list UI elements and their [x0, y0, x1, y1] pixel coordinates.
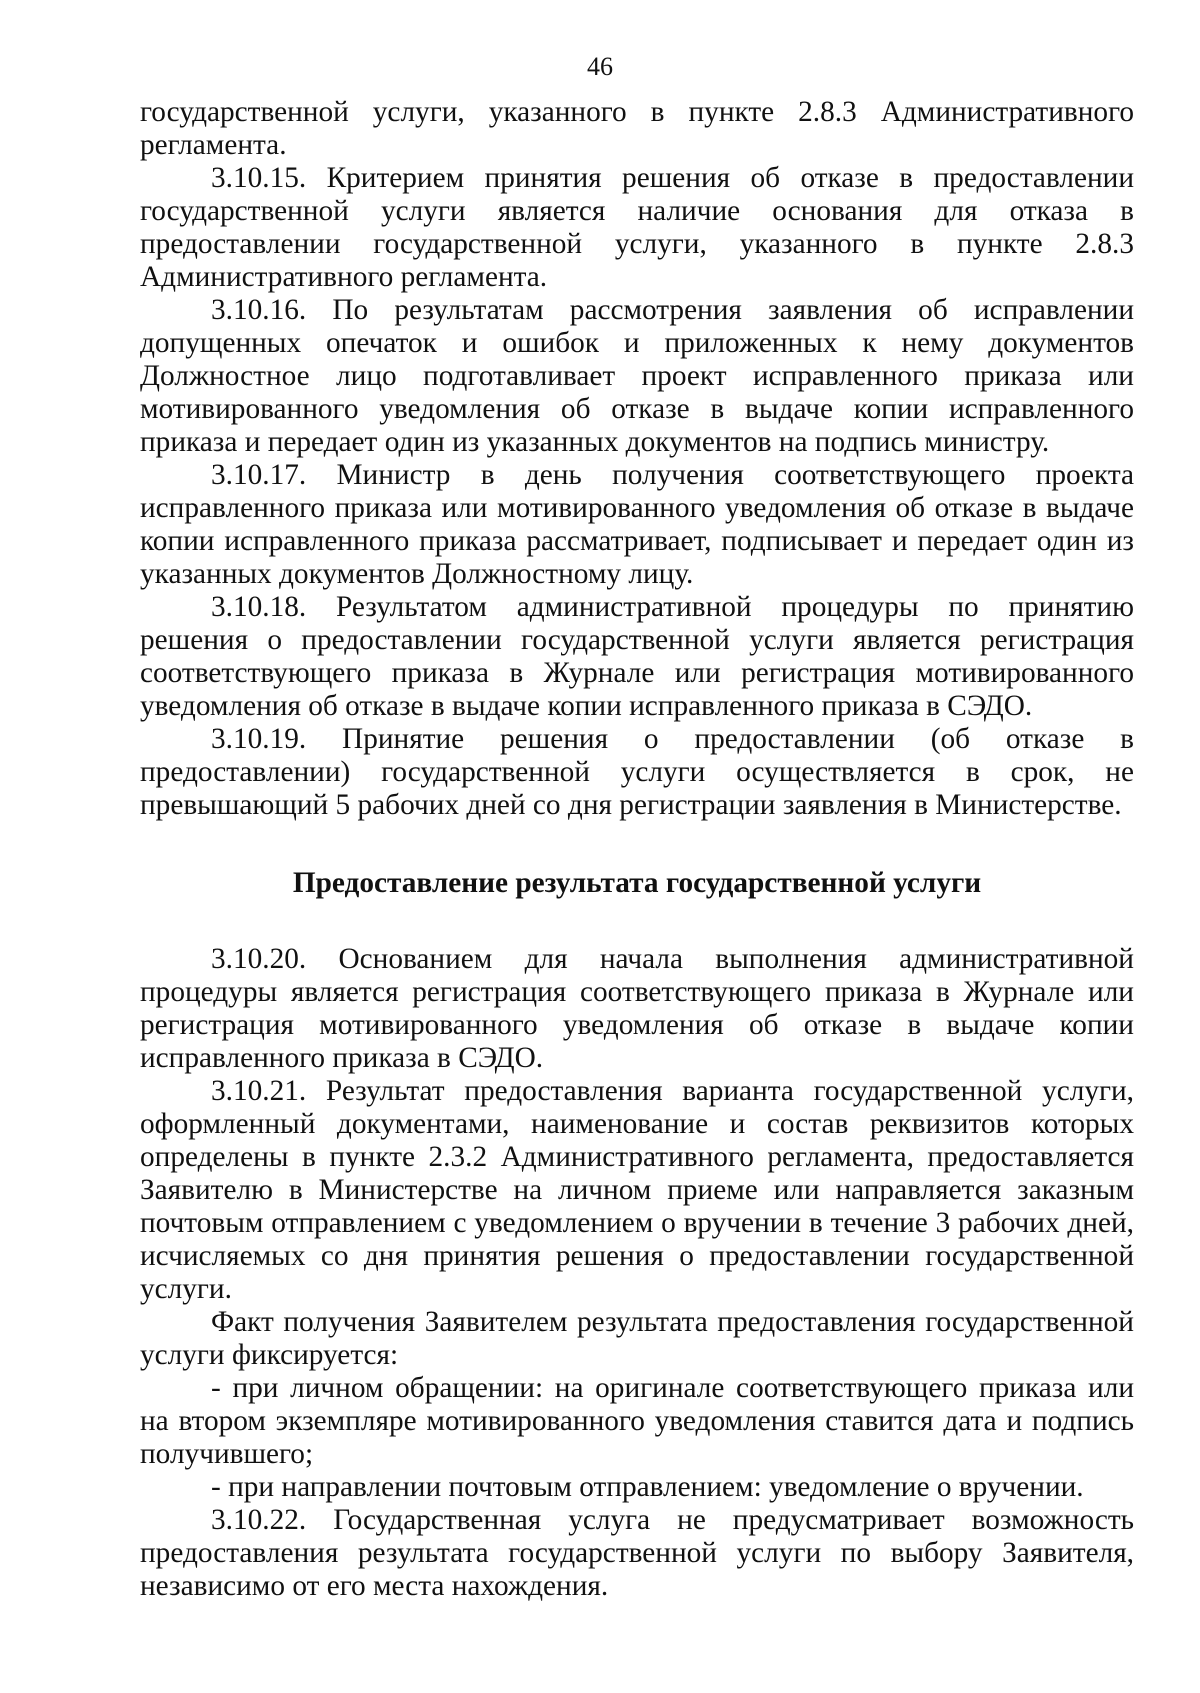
list-item-postal-delivery: - при направлении почтовым отправлением: уведомление о вручении. [211, 1471, 1084, 1503]
paragraph-continuation: государственной услуги, указанного в пункте 2.8.3 Административного регламента. [140, 96, 1134, 161]
paragraph-3-10-22: 3.10.22. Государственная услуга не предусматривает возможность предоставления результата государственной услуги по выбору Заявителя, независимо от его места нахождения. [140, 1504, 1134, 1602]
section-heading: Предоставление результата государственной услуги [292, 867, 982, 899]
paragraph-3-10-16: 3.10.16. По результатам рассмотрения заявления об исправлении допущенных опечаток и ошибок и приложенных к нему документов Должностное лицо подготавливает проект исправленного приказа или мотивированного уведомления об отказе в выдаче копии исправленного приказа и передает один из указанных документов на подпись министру. [140, 294, 1134, 458]
paragraph-3-10-19: 3.10.19. Принятие решения о предоставлении (об отказе в предоставлении) государственной услуги осуществляется в срок, не превышающий 5 рабочих дней со дня регистрации заявления в Министерстве. [140, 723, 1134, 821]
paragraph-3-10-15: 3.10.15. Критерием принятия решения об отказе в предоставлении государственной услуги является наличие основания для отказа в предоставлении государственной услуги, указанного в пункте 2.8.3 Административного регламента. [140, 162, 1134, 293]
list-item-personal-visit: - при личном обращении: на оригинале соответствующего приказа или на втором экземпляре мотивированного уведомления ставится дата и подпись получившего; [140, 1372, 1134, 1470]
paragraph-3-10-17: 3.10.17. Министр в день получения соответствующего проекта исправленного приказа или мотивированного уведомления об отказе в выдаче копии исправленного приказа рассматривает, подписывает и передает один из указанных документов Должностному лицу. [140, 459, 1134, 590]
paragraph-3-10-21: 3.10.21. Результат предоставления варианта государственной услуги, оформленный документами, наименование и состав реквизитов которых определены в пункте 2.3.2 Административного регламента, предоставляется Заявителю в Министерстве на личном приеме или направляется заказным почтовым отправлением с уведомлением о вручении в течение 3 рабочих дней, исчисляемых со дня принятия решения о предоставлении государственной услуги. [140, 1075, 1134, 1305]
page-number: 46 [587, 52, 613, 81]
paragraph-3-10-20: 3.10.20. Основанием для начала выполнения административной процедуры является регистрация соответствующего приказа в Журнале или регистрация мотивированного уведомления об отказе в выдаче копии исправленного приказа в СЭДО. [140, 943, 1134, 1074]
document-body [140, 96, 1134, 1603]
paragraph-receipt-fact: Факт получения Заявителем результата предоставления государственной услуги фиксируется: [140, 1306, 1134, 1371]
paragraph-3-10-18: 3.10.18. Результатом административной процедуры по принятию решения о предоставлении государственной услуги является регистрация соответствующего приказа в Журнале или регистрация мотивированного уведомления об отказе в выдаче копии исправленного приказа в СЭДО. [140, 591, 1134, 722]
